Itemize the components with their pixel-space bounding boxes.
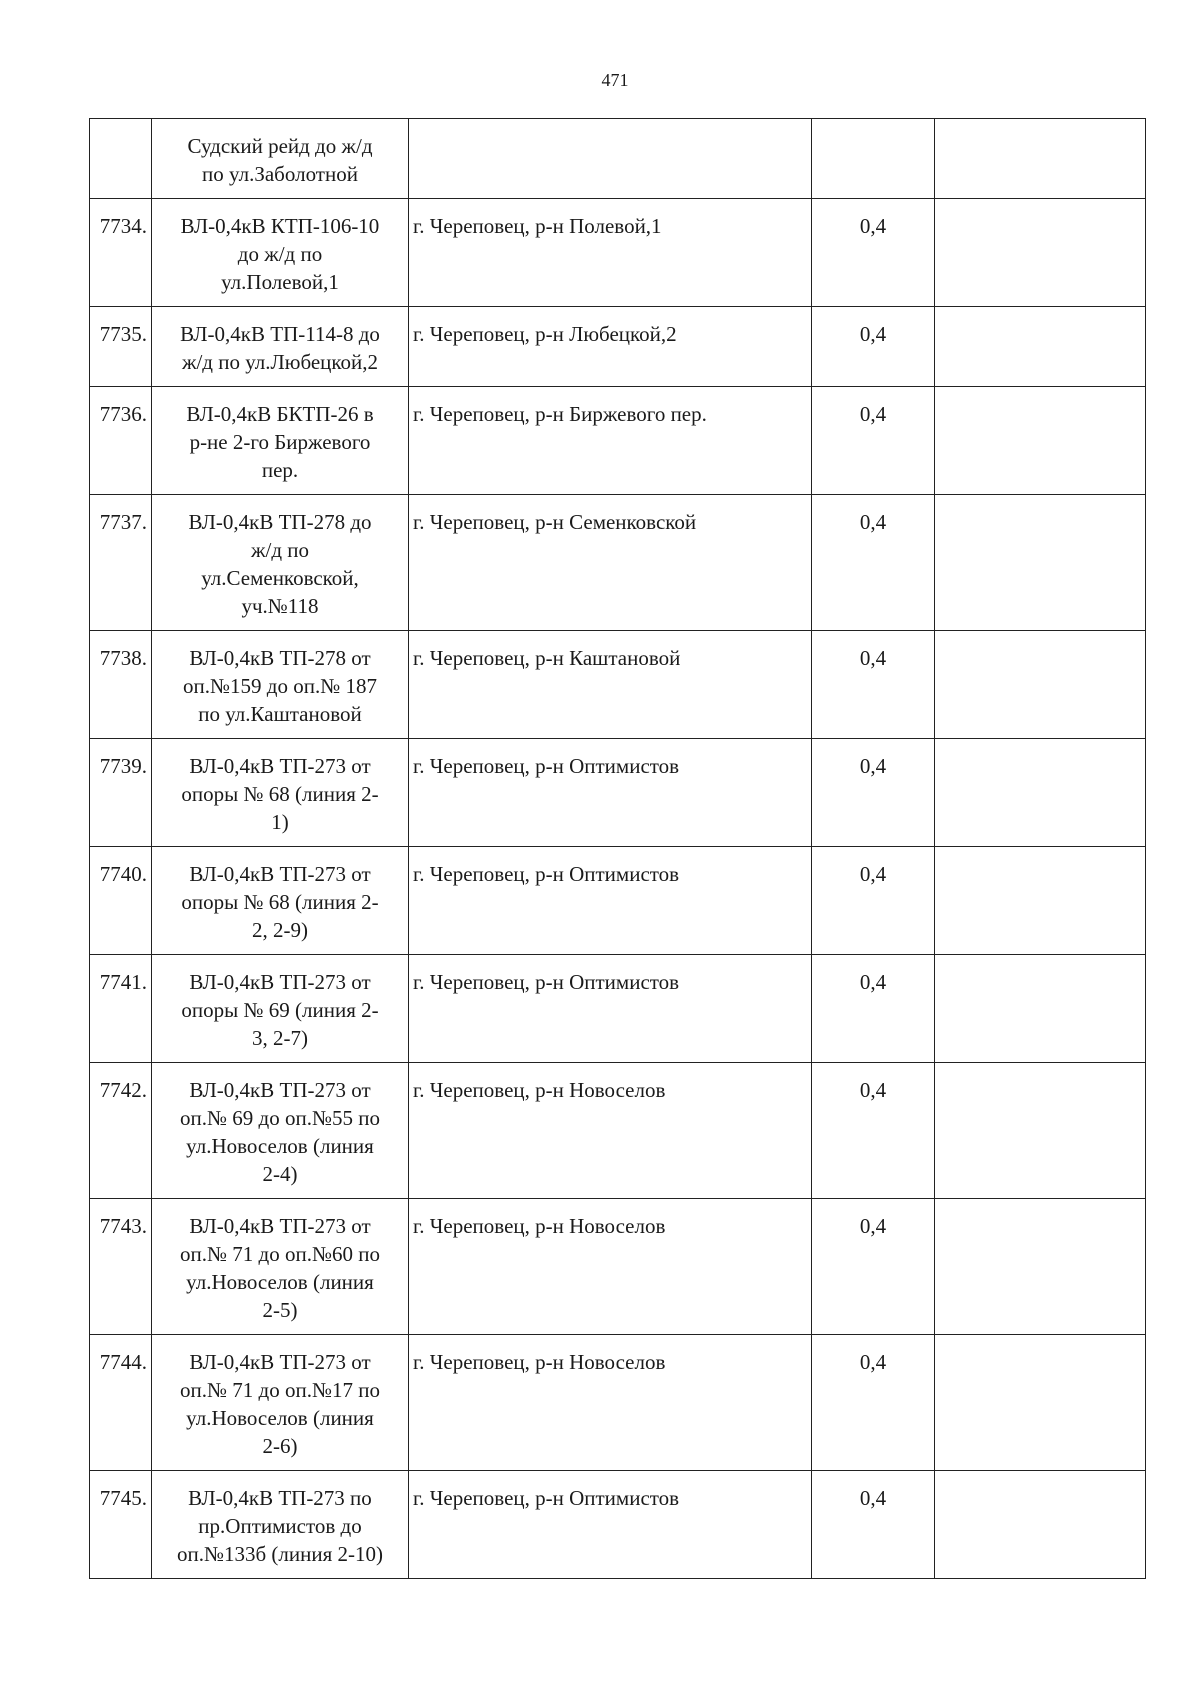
voltage-cell: 0,4	[812, 955, 935, 1063]
address-cell: г. Череповец, р-н Оптимистов	[409, 955, 812, 1063]
table-row	[90, 955, 1146, 1063]
voltage-cell: 0,4	[812, 1335, 935, 1471]
notes-cell	[935, 1335, 1146, 1471]
row-number-cell: 7741.	[90, 955, 152, 1063]
row-number-cell: 7734.	[90, 199, 152, 307]
line-name-text: 2, 2-9)	[252, 918, 308, 942]
table-row	[90, 631, 1146, 739]
line-name-cell	[152, 1335, 409, 1471]
line-name-text: ВЛ-0,4кВ ТП-273 от	[189, 862, 371, 886]
table-row	[90, 1471, 1146, 1579]
row-number-cell: 7740.	[90, 847, 152, 955]
row-number-cell: 7744.	[90, 1335, 152, 1471]
voltage-cell: 0,4	[812, 387, 935, 495]
table-row	[90, 1063, 1146, 1199]
table-row	[90, 307, 1146, 387]
line-name-cell	[152, 1063, 409, 1199]
voltage-cell: 0,4	[812, 199, 935, 307]
voltage-cell: 0,4	[812, 1063, 935, 1199]
address-cell: г. Череповец, р-н Каштановой	[409, 631, 812, 739]
notes-cell	[935, 387, 1146, 495]
row-number-cell: 7743.	[90, 1199, 152, 1335]
line-name-text: опоры № 68 (линия 2-	[181, 782, 379, 806]
line-name-cell	[152, 847, 409, 955]
table-row	[90, 495, 1146, 631]
notes-cell	[935, 1471, 1146, 1579]
line-name-text: оп.№ 71 до оп.№60 по	[180, 1242, 380, 1266]
table-row	[90, 119, 1146, 199]
line-name-text: 2-5)	[262, 1298, 298, 1322]
line-name-text: ж/д по ул.Любецкой,2	[181, 350, 379, 374]
line-name-cell	[152, 387, 409, 495]
line-name-text: ВЛ-0,4кВ ТП-114-8 до	[180, 322, 380, 346]
line-name-text: по ул.Заболотной	[202, 162, 358, 186]
line-name-text: ул.Новоселов (линия	[186, 1270, 374, 1294]
line-name-text: 2-4)	[262, 1162, 298, 1186]
voltage-cell: 0,4	[812, 847, 935, 955]
line-name-text: р-не 2-го Биржевого	[189, 430, 371, 454]
notes-cell	[935, 847, 1146, 955]
line-name-cell	[152, 199, 409, 307]
line-name-text: ВЛ-0,4кВ ТП-278 до	[188, 510, 372, 534]
line-name-cell	[152, 631, 409, 739]
page-number: 471	[601, 70, 629, 90]
line-name-text: пер.	[261, 458, 299, 482]
table-row	[90, 199, 1146, 307]
row-number-cell: 7737.	[90, 495, 152, 631]
notes-cell	[935, 1063, 1146, 1199]
notes-cell	[935, 631, 1146, 739]
row-number-cell: 7736.	[90, 387, 152, 495]
voltage-cell: 0,4	[812, 495, 935, 631]
row-number-cell: 7742.	[90, 1063, 152, 1199]
table-row	[90, 1199, 1146, 1335]
line-name-text: уч.№118	[241, 594, 319, 618]
line-name-text: оп.№ 71 до оп.№17 по	[180, 1378, 380, 1402]
address-cell: г. Череповец, р-н Биржевого пер.	[409, 387, 812, 495]
table-row	[90, 387, 1146, 495]
address-cell: г. Череповец, р-н Любецкой,2	[409, 307, 812, 387]
line-name-text: оп.№159 до оп.№ 187	[183, 674, 377, 698]
line-name-cell	[152, 739, 409, 847]
line-name-text: ул.Новоселов (линия	[186, 1134, 374, 1158]
line-name-text: ВЛ-0,4кВ ТП-278 от	[189, 646, 371, 670]
registry-table-body	[90, 119, 1146, 1579]
notes-cell	[935, 955, 1146, 1063]
line-name-text: ж/д по	[250, 538, 310, 562]
line-name-text: ВЛ-0,4кВ КТП-106-10	[180, 214, 380, 238]
line-name-cell	[152, 1471, 409, 1579]
voltage-cell: 0,4	[812, 739, 935, 847]
line-name-cell	[152, 119, 409, 199]
address-cell: г. Череповец, р-н Семенковской	[409, 495, 812, 631]
line-name-text: пр.Оптимистов до	[198, 1514, 362, 1538]
registry-table	[89, 118, 1146, 1579]
row-number-cell: 7735.	[90, 307, 152, 387]
row-number-cell: 7739.	[90, 739, 152, 847]
row-number-cell: 7738.	[90, 631, 152, 739]
line-name-cell	[152, 495, 409, 631]
line-name-text: оп.№ 69 до оп.№55 по	[180, 1106, 380, 1130]
line-name-text: ВЛ-0,4кВ ТП-273 от	[189, 1350, 371, 1374]
notes-cell	[935, 495, 1146, 631]
address-cell: г. Череповец, р-н Оптимистов	[409, 847, 812, 955]
line-name-text: ул.Полевой,1	[221, 270, 339, 294]
address-cell: г. Череповец, р-н Оптимистов	[409, 739, 812, 847]
notes-cell	[935, 1199, 1146, 1335]
notes-cell	[935, 199, 1146, 307]
voltage-cell: 0,4	[812, 307, 935, 387]
line-name-text: оп.№133б (линия 2-10)	[176, 1542, 384, 1566]
line-name-cell	[152, 955, 409, 1063]
line-name-text: ВЛ-0,4кВ ТП-273 от	[189, 1214, 371, 1238]
table-row	[90, 739, 1146, 847]
address-cell	[409, 119, 812, 199]
line-name-text: ВЛ-0,4кВ ТП-273 по	[188, 1486, 372, 1510]
row-number-cell	[90, 119, 152, 199]
line-name-text: ВЛ-0,4кВ ТП-273 от	[189, 970, 371, 994]
line-name-text: 2-6)	[262, 1434, 298, 1458]
notes-cell	[935, 119, 1146, 199]
address-cell: г. Череповец, р-н Полевой,1	[409, 199, 812, 307]
line-name-cell	[152, 1199, 409, 1335]
address-cell: г. Череповец, р-н Новоселов	[409, 1335, 812, 1471]
table-row	[90, 847, 1146, 955]
line-name-text: 3, 2-7)	[252, 1026, 308, 1050]
line-name-text: ВЛ-0,4кВ ТП-273 от	[189, 1078, 371, 1102]
line-name-text: опоры № 68 (линия 2-	[181, 890, 379, 914]
line-name-text: по ул.Каштановой	[198, 702, 362, 726]
line-name-text: ВЛ-0,4кВ БКТП-26 в	[186, 402, 374, 426]
line-name-text: до ж/д по	[237, 242, 323, 266]
voltage-cell: 0,4	[812, 1199, 935, 1335]
line-name-text: 1)	[271, 810, 289, 834]
voltage-cell	[812, 119, 935, 199]
notes-cell	[935, 307, 1146, 387]
address-cell: г. Череповец, р-н Новоселов	[409, 1199, 812, 1335]
notes-cell	[935, 739, 1146, 847]
line-name-text: Судский рейд до ж/д	[187, 134, 373, 158]
line-name-cell	[152, 307, 409, 387]
voltage-cell: 0,4	[812, 631, 935, 739]
table-row	[90, 1335, 1146, 1471]
row-number-cell: 7745.	[90, 1471, 152, 1579]
line-name-text: ВЛ-0,4кВ ТП-273 от	[189, 754, 371, 778]
address-cell: г. Череповец, р-н Оптимистов	[409, 1471, 812, 1579]
voltage-cell: 0,4	[812, 1471, 935, 1579]
line-name-text: опоры № 69 (линия 2-	[181, 998, 379, 1022]
address-cell: г. Череповец, р-н Новоселов	[409, 1063, 812, 1199]
line-name-text: ул.Семенковской,	[201, 566, 359, 590]
line-name-text: ул.Новоселов (линия	[186, 1406, 374, 1430]
